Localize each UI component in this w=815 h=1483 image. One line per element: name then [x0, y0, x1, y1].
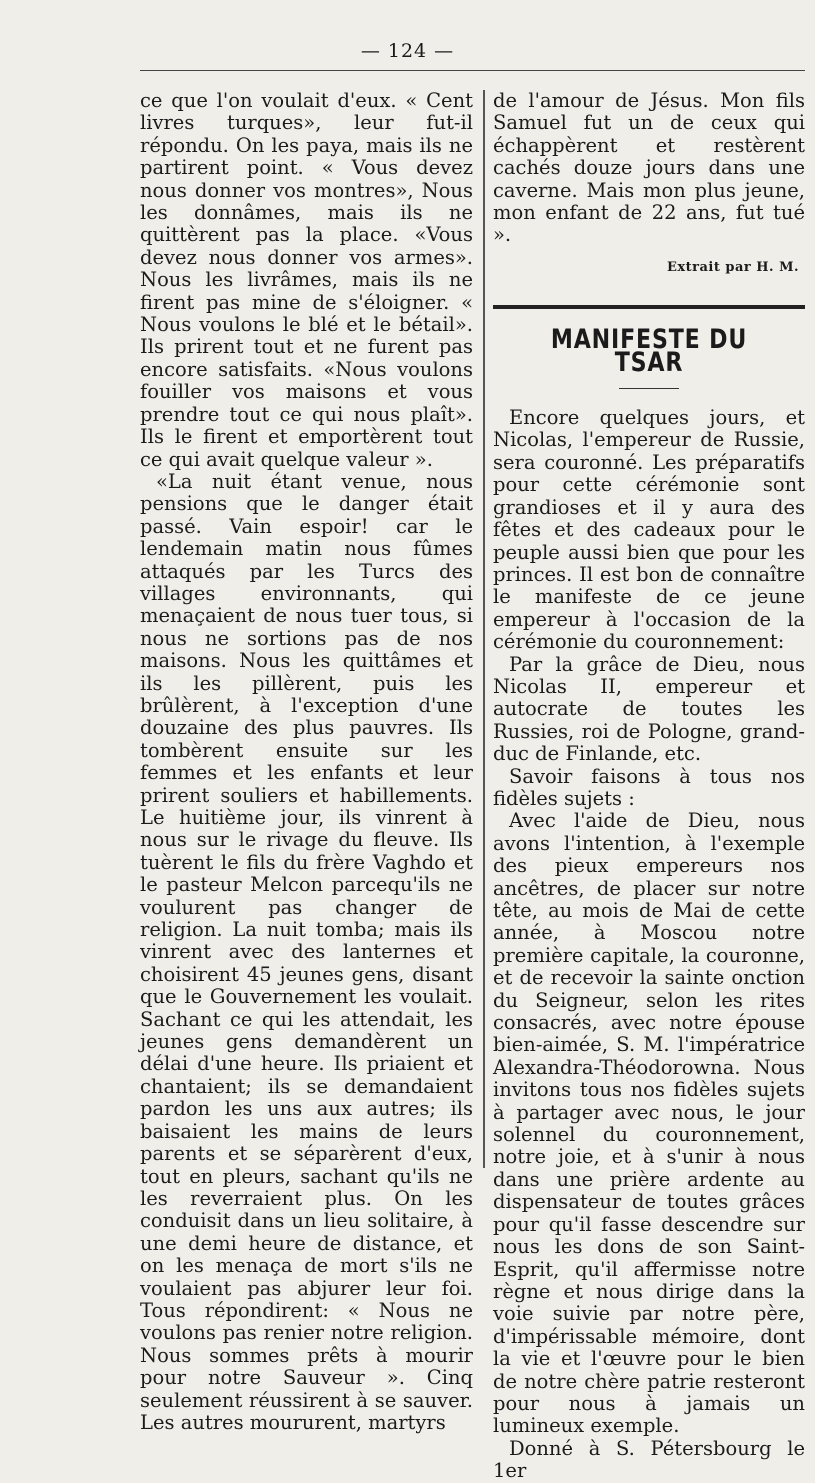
- right-column: [493, 90, 805, 1483]
- header-rule: [140, 70, 805, 71]
- right-paragraph-5: Donné à S. Pétersbourg le 1er: [493, 1436, 805, 1483]
- right-continuation: de l'amour de Jésus. Mon fils Samuel fut un de ceux qui échappèrent et restèrent cachés douze jours dans une caverne. Mais mon plus jeune, mon enfant de 22 ans, fut tué ».: [493, 89, 805, 247]
- right-paragraph-3: Savoir faisons à tous nos fidèles sujets :: [493, 764, 805, 810]
- right-paragraph-2: Par la grâce de Dieu, nous Nicolas II, empereur et autocrate de toutes les Russies, roi de Pologne, grand-duc de Finlande, etc.: [493, 652, 805, 766]
- left-paragraph-1: ce que l'on voulait d'eux. « Cent livres turques», leur fut-il répondu. On les paya, mais ils ne partirent point. « Vous devez nous donner vos montres», Nous les donnâmes, mais ils ne quittèrent pas la place. «Vous devez nous donner vos armes». Nous les livrâmes, mais ils ne firent pas mine de s'éloigner. « Nous voulons le blé et le bétail». Ils prirent tout et ne furent pas encore satisfaits. «Nous voulons fouiller vos maisons et vous prendre tout ce qui nous plaît». Ils le firent et emportèrent tout ce qui avait quelque valeur ».: [140, 89, 473, 471]
- section-title: MANIFESTE DU TSAR: [550, 324, 748, 378]
- right-paragraph-4: Avec l'aide de Dieu, nous avons l'intention, à l'exemple des pieux empereurs nos ancêtres, de placer sur notre tête, au mois de Mai de cette année, à Moscou notre première capitale, la couronne, et de recevoir la sainte onction du Seigneur, selon les rites consacrés, avec notre épouse bien-aimée, S. M. l'impératrice Alexandra-Théodorowna. Nous invitons tous nos fidèles sujets à partager avec nous, le jour solennel du couronnement, notre joie, et à s'unir à nous dans une prière ardente au dispensateur de toutes grâces pour qu'il fasse descendre sur nous les dons de son Saint-Esprit, qu'il affermisse notre règne et nous dirige dans la voie suivie par notre père, d'impérissable mémoire, dont la vie et l'œuvre pour le bien de notre chère patrie resteront pour nous à jamais un lumineux exemple.: [493, 809, 805, 1438]
- right-paragraph-1: Encore quelques jours, et Nicolas, l'empereur de Russie, sera couronné. Les préparatifs pour cette cérémonie sont grandioses et il y aura des fêtes et des cadeaux pour le peuple aussi bien que pour les princes. Il est bon de connaître le manifeste de ce jeune empereur à l'occasion de la cérémonie du couronnement:: [493, 406, 805, 654]
- section-rule: [493, 305, 805, 309]
- column-divider: [483, 90, 485, 1168]
- left-column: [140, 90, 473, 1434]
- page-number: — 124 —: [360, 40, 455, 62]
- attribution: Extrait par H. M.: [666, 259, 799, 275]
- title-ornament: [619, 382, 679, 389]
- left-paragraph-2: «La nuit étant venue, nous pensions que le danger était passé. Vain espoir! car le lendemain matin nous fûmes attaqués par les Turcs des villages environnants, qui menaçaient de nous tuer tous, si nous ne sortions pas de nos maisons. Nous les quittâmes et ils les pillèrent, puis les brûlèrent, à l'exception d'une douzaine des plus pauvres. Ils tombèrent ensuite sur les femmes et les enfants et leur prirent souliers et habillements. Le huitième jour, ils vinrent à nous sur le rivage du fleuve. Ils tuèrent le fils du frère Vaghdo et le pasteur Melcon parcequ'ils ne voulurent pas changer de religion. La nuit tomba; mais ils vinrent avec des lanternes et choisirent 45 jeunes gens, disant que le Gouvernement les voulait. Sachant ce qui les attendait, les jeunes gens demandèrent un délai d'une heure. Ils priaient et chantaient; ils se demandaient pardon les uns aux autres; ils baisaient les mains de leurs parents et se séparèrent d'eux, tout en pleurs, sachant qu'ils ne les reverraient plus. On les conduisit dans un lieu solitaire, à une demi heure de distance, et on les menaça de mort s'ils ne voulaient pas abjurer leur foi. Tous répondirent: « Nous ne voulons pas renier notre religion. Nous sommes prêts à mourir pour notre Sauveur ». Cinq seulement réussirent à se sauver. Les autres moururent, martyrs: [140, 469, 473, 1434]
